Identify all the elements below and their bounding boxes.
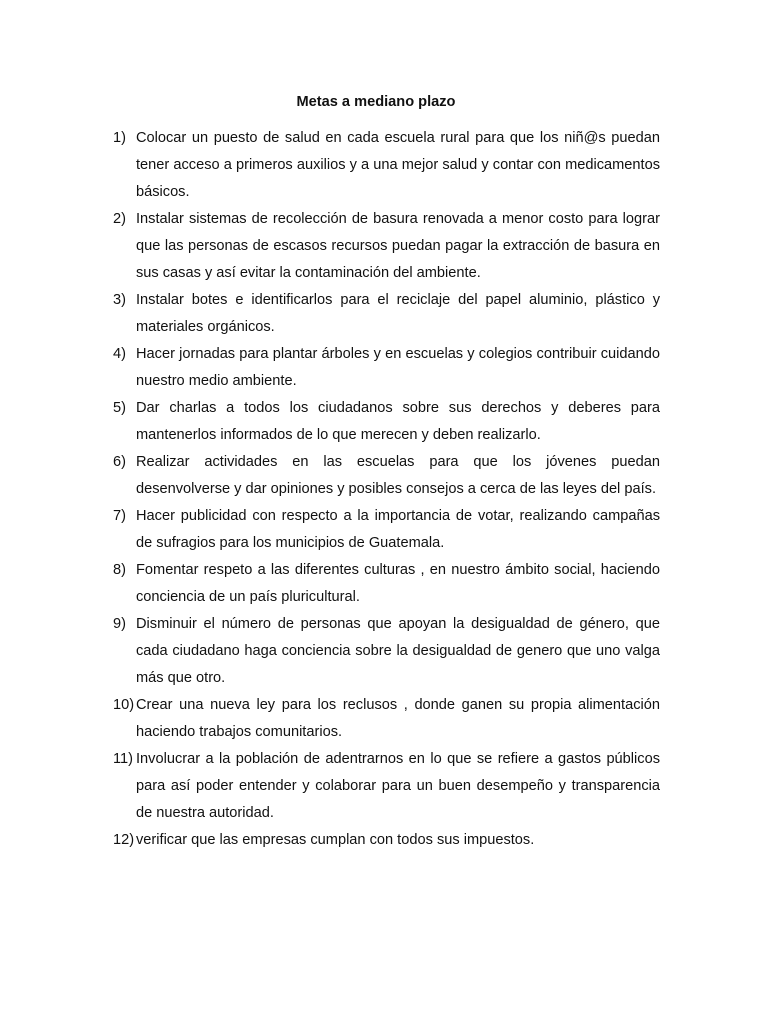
list-item-number: 5): [113, 400, 126, 416]
list-item-text: Instalar sistemas de recolección de basura renovada a menor costo para lograr que las personas de escasos recursos puedan pagar la extracción de basura en sus casas y así evitar la contaminación del ambiente.: [136, 211, 660, 281]
list-item-number: 2): [113, 211, 126, 227]
list-item-number: 4): [113, 346, 126, 362]
list-item: [113, 827, 660, 854]
list-item: [113, 341, 660, 395]
list-item-number: 3): [113, 292, 126, 308]
list-item-number: 11): [113, 751, 134, 767]
list-item-number: 8): [113, 562, 126, 578]
list-item: [113, 206, 660, 287]
list-item: [113, 611, 660, 692]
list-item-text: verificar que las empresas cumplan con todos sus impuestos.: [136, 832, 535, 848]
list-item-number: 12): [113, 832, 135, 848]
list-item-text: Instalar botes e identificarlos para el reciclaje del papel aluminio, plástico y materiales orgánicos.: [136, 292, 660, 335]
list-item-number: 9): [113, 616, 126, 632]
list-item-text: Hacer jornadas para plantar árboles y en escuelas y colegios contribuir cuidando nuestro medio ambiente.: [136, 346, 660, 389]
list-item: [113, 692, 660, 746]
list-item-number: 1): [113, 130, 126, 146]
list-item-text: Realizar actividades en las escuelas para que los jóvenes puedan desenvolverse y dar opiniones y posibles consejos a cerca de las leyes del país.: [136, 454, 660, 497]
list-item: [113, 125, 660, 206]
list-item-text: Involucrar a la población de adentrarnos en lo que se refiere a gastos públicos para así poder entender y colaborar para un buen desempeño y transparencia de nuestra autoridad.: [136, 751, 660, 821]
list-item-number: 10): [113, 697, 135, 713]
document-title: Metas a mediano plazo: [296, 94, 456, 110]
list-item: [113, 449, 660, 503]
goals-list: [113, 125, 660, 854]
list-item-text: Crear una nueva ley para los reclusos , donde ganen su propia alimentación haciendo trabajos comunitarios.: [136, 697, 660, 740]
list-item-number: 7): [113, 508, 126, 524]
list-item-text: Hacer publicidad con respecto a la importancia de votar, realizando campañas de sufragios para los municipios de Guatemala.: [136, 508, 660, 551]
list-item: [113, 287, 660, 341]
list-item-text: Colocar un puesto de salud en cada escuela rural para que los niñ@s puedan tener acceso a primeros auxilios y a una mejor salud y contar con medicamentos básicos.: [136, 130, 660, 200]
list-item-text: Dar charlas a todos los ciudadanos sobre sus derechos y deberes para mantenerlos informados de lo que merecen y deben realizarlo.: [136, 400, 660, 443]
list-item: [113, 557, 660, 611]
list-item-number: 6): [113, 454, 126, 470]
list-item: [113, 395, 660, 449]
list-item: [113, 503, 660, 557]
list-item-text: Disminuir el número de personas que apoyan la desigualdad de género, que cada ciudadano haga conciencia sobre la desigualdad de genero que uno valga más que otro.: [136, 616, 660, 686]
list-item-text: Fomentar respeto a las diferentes culturas , en nuestro ámbito social, haciendo conciencia de un país pluricultural.: [136, 562, 660, 605]
list-item: [113, 746, 660, 827]
